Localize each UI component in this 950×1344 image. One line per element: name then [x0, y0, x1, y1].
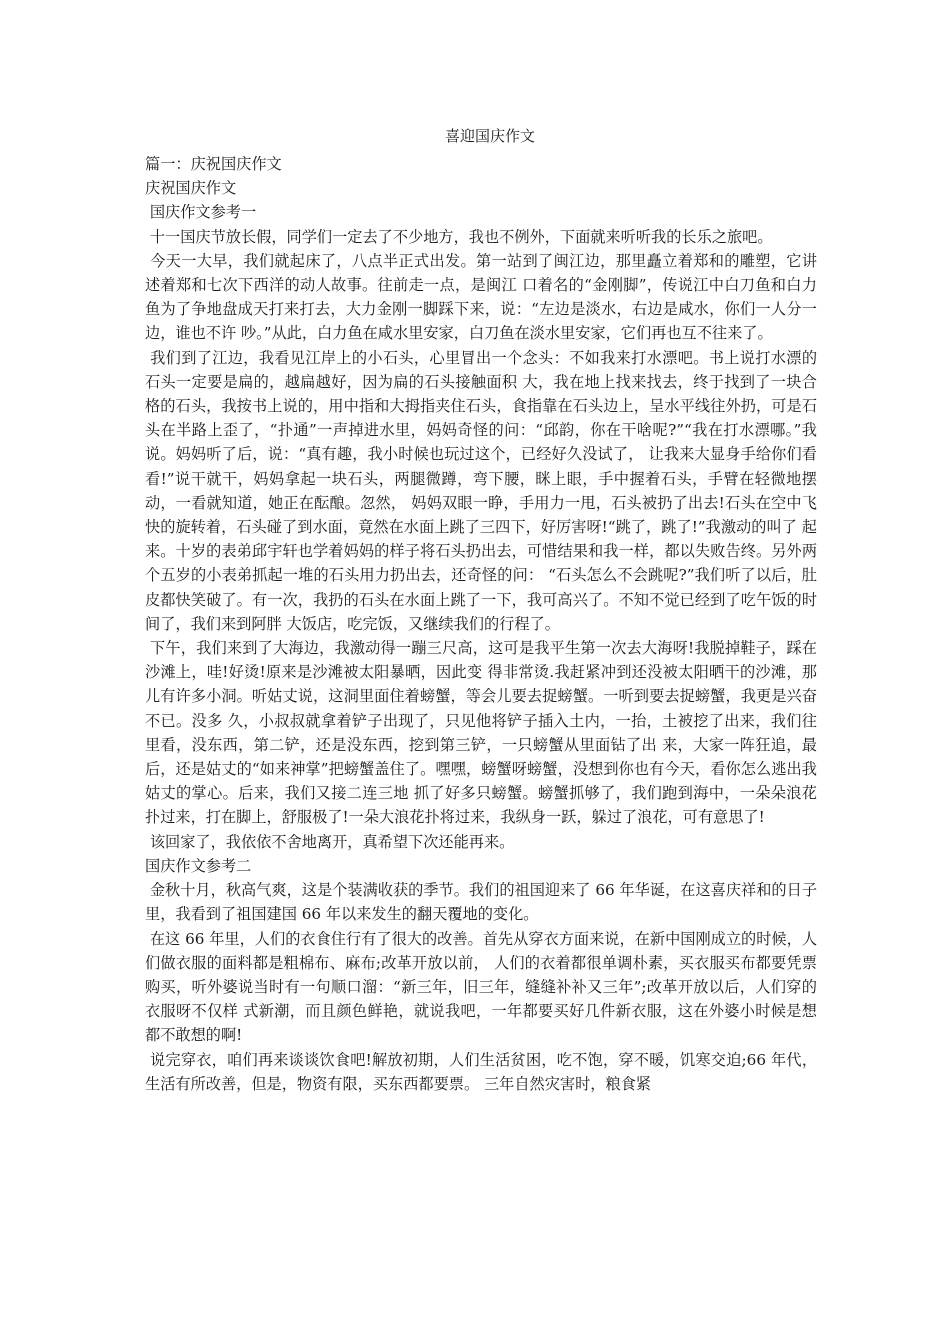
paragraph-going-home: 该回家了，我依依不舍地离开，真希望下次还能再来。 — [145, 832, 515, 851]
document-page — [145, 124, 817, 1096]
paragraph-golden-autumn: 金秋十月，秋高气爽，这是个装满收获的季节。我们的祖国迎来了 66 年华诞，在这喜庆祥和的日子里，我看到了祖国建国 66 年以来发生的翻天覆地的变化。 — [145, 881, 818, 924]
paragraph-food: 说完穿衣，咱们再来谈谈饮食吧!解放初期，人们生活贫困，吃不饱，穿不暖，饥寒交迫;66 年代，生活有所改善，但是，物资有限，买东西都要票。 三年自然灾害时，粮食紧 — [145, 1050, 818, 1093]
paragraph-skipping-stones: 我们到了江边，我看见江岸上的小石头，心里冒出一个念头：不如我来打水漂吧。书上说打水漂的石头一定要是扁的，越扁越好，因为扁的石头接触面积 大，我在地上找来找去，终于找到了一块合格的石头，我按书上说的，用中指和大拇指夹住石头，食指靠在石头边上，呈水平线往外扔，可是石头在半路上歪了，“扑通”一声掉进水里，妈妈奇怪的问：“邱韵，你在干啥呢?”“我在打水漂哪。”我说。妈妈听了后，说：“真有趣，我小时候也玩过这个，已经好久没试了， 让我来大显身手给你们看看!”说干就干，妈妈拿起一块石头，两腿微蹲，弯下腰，眯上眼，手中握着石头，手臂在轻微地摆动，一看就知道，她正在酝酿。忽然， 妈妈双眼一睁，手用力一甩，石头被扔了出去!石头在空中飞快的旋转着，石头碰了到水面，竟然在水面上跳了三四下，好厉害呀!“跳了，跳了!”我激动的叫了 起来。十岁的表弟邱宇轩也学着妈妈的样子将石头扔出去，可惜结果和我一样，都以失败告终。另外两个五岁的小表弟抓起一堆的石头用力扔出去，还奇怪的问： “石头怎么不会跳呢?”我们听了以后，肚皮都快笑破了。有一次，我扔的石头在水面上跳了一下，我可高兴了。不知不觉已经到了吃午饭的时间了，我们来到阿胖 大饭店，吃完饭，又继续我们的行程了。 — [145, 348, 817, 633]
document-body — [145, 152, 817, 1096]
heading-celebrate: 庆祝国庆作文 — [145, 179, 237, 198]
paragraph-morning: 今天一大早，我们就起床了，八点半正式出发。第一站到了闽江边，那里矗立着郑和的雕塑，它讲述着郑和七次下西洋的动人故事。往前走一点，是闽江 口着名的“金刚脚”，传说江中白刀鱼和白力鱼为了争地盘成天打来打去，大力金刚一脚踩下来，说：“左边是淡水，右边是咸水，你们一人分一边，谁也不许 吵。”从此，白力鱼在咸水里安家，白刀鱼在淡水里安家，它们再也互不往来了。 — [145, 251, 817, 343]
paragraph-beach-crabs: 下午，我们来到了大海边，我激动得一蹦三尺高，这可是我平生第一次去大海呀!我脱掉鞋子，踩在沙滩上，哇!好烫!原来是沙滩被太阳暴晒，因此变 得非常烫.我赶紧冲到还没被太阳晒干的沙滩，那儿有许多小洞。听姑丈说，这洞里面住着螃蟹，等会儿要去捉螃蟹。一听到要去捉螃蟹，我更是兴奋不已。没多 久，小叔叔就拿着铲子出现了，只见他将铲子插入土内，一抬，土被挖了出来，我们往里看，没东西，第二铲，还是没东西，挖到第三铲，一只螃蟹从里面钻了出 来，大家一阵狂追，最后，还是姑丈的“如来神掌”把螃蟹盖住了。嘿嘿，螃蟹呀螃蟹，没想到你也有今天，看你怎么逃出我姑丈的掌心。后来，我们又接二连三地 抓了好多只螃蟹。螃蟹抓够了，我们跑到海中，一朵朵浪花扑过来，打在脚上，舒服极了!一朵大浪花扑将过来，我纵身一跃，躲过了浪花，可有意思了! — [145, 639, 817, 827]
paragraph-clothing: 在这 66 年里，人们的衣食住行有了很大的改善。首先从穿衣方面来说，在新中国刚成立的时候，人们做衣服的面料都是粗棉布、麻布;改革开放以前， 人们的衣着都很单调朴素，买衣服买布都要凭票购买，听外婆说当时有一句顺口溜：“新三年，旧三年，缝缝补补又三年”;改革开放以后，人们穿的衣服呀不仅样 式新潮，而且颜色鲜艳，就说我吧，一年都要买好几件新衣服，这在外婆小时候是想都不敢想的啊! — [145, 929, 818, 1045]
document-title: 喜迎国庆作文 — [444, 127, 535, 145]
heading-reference-one: 国庆作文参考一 — [145, 203, 257, 222]
heading-part-one: 篇一：庆祝国庆作文 — [145, 155, 282, 173]
paragraph-intro: 十一国庆节放长假，同学们一定去了不少地方，我也不例外，下面就来听听我的长乐之旅吧。 — [145, 227, 773, 246]
heading-reference-two: 国庆作文参考二 — [145, 856, 252, 875]
